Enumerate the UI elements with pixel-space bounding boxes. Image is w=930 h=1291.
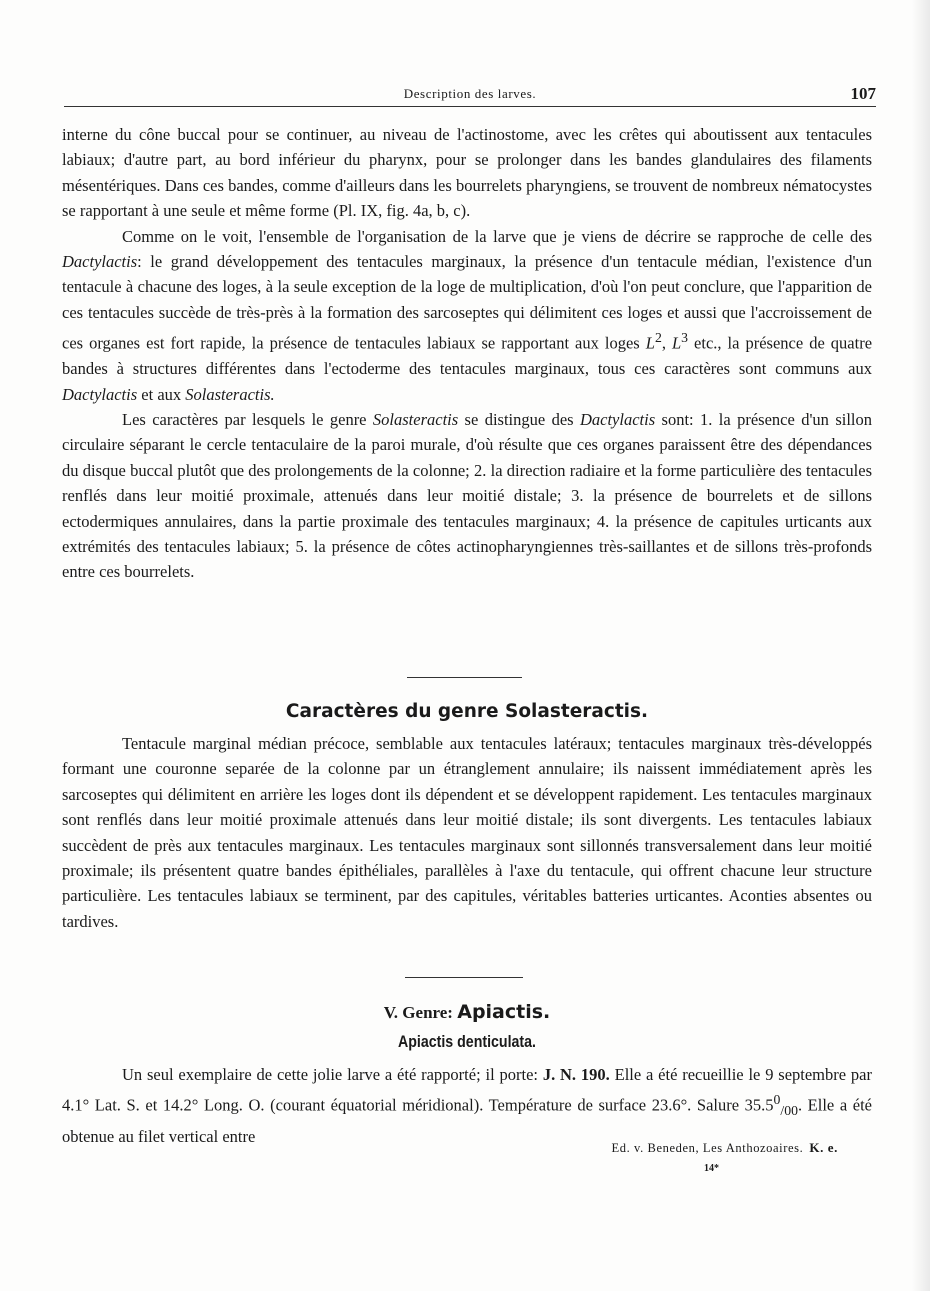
running-title: Description des larves. xyxy=(403,86,537,101)
text-run: . Elle a été obtenue au filet vertical entre xyxy=(62,1095,872,1146)
loge-superscript: 2 xyxy=(654,330,662,346)
text-run: et aux xyxy=(137,384,186,404)
salinity-superscript: 0 xyxy=(773,1092,781,1108)
signature-letters: K. e. xyxy=(809,1140,838,1155)
sheet-mark: 14* xyxy=(704,1163,719,1174)
loge-symbol: L xyxy=(645,333,655,353)
genus-prefix: V. Genre: xyxy=(383,1003,458,1022)
section-heading: Caractères du genre Solasteractis. xyxy=(285,701,649,722)
text-run: Elle a été recueillie le 9 septembre par 4.1° Lat. S. et 14.2° Long. O. (courant équatorial méridional). Température de surface 23.6°. Salure 35.5 xyxy=(62,1065,872,1115)
loge-symbol: L xyxy=(671,333,682,353)
paragraph-distinctions xyxy=(62,407,872,585)
loge-superscript: 3 xyxy=(681,330,689,346)
page-edge-shadow xyxy=(912,0,930,1291)
specimen-reference: J. N. 190. xyxy=(542,1065,610,1084)
paragraph-characters: Tentacule marginal médian précoce, semblable aux tentacules latéraux; tentacules marginaux très-développés formant une couronne separée de la colonne par un étranglement annulaire; ils naissent immédiatement après les sarcoseptes qui délimitent en arrière les loges dont ils dépendent et se développent rapidement. Les tentacules marginaux sont renflés dans leur moitié proximale attenués dans leur moitié distale; ils sont divergents. Les tentacules labiaux succèdent de près aux tentacules marginaux. Les tentacules marginaux sont sillonnés transversalement dans leur moitié proximale; ils présentent quatre bandes épithéliales, parallèles à l'axe du tentacule, qui offrent chacune leur structure particulière. Les tentacules labiaux se terminent, par des capitules, véritables batteries urticantes. Aconties absentes ou tardives. xyxy=(62,734,872,931)
salinity-subscript: /00 xyxy=(780,1103,798,1119)
text-run: Un seul exemplaire de cette jolie larve a été rapporté; il porte: xyxy=(122,1065,543,1084)
species-heading: Apiactis denticulata. xyxy=(397,1033,537,1051)
genus-name: Apiactis. xyxy=(457,1001,551,1023)
text-run: , xyxy=(661,333,672,353)
signature-text: Ed. v. Beneden, Les Anthozoaires. xyxy=(611,1141,804,1155)
genus-heading xyxy=(62,1001,872,1023)
genus-italic: Solasteractis xyxy=(372,409,459,429)
genus-italic: Dactylactis xyxy=(62,252,138,272)
paragraph-specimen xyxy=(62,1062,872,1149)
genus-italic: Solasteractis. xyxy=(185,384,275,404)
paragraph-comparison xyxy=(62,224,872,407)
section-divider xyxy=(407,677,522,678)
text-run: se distingue des xyxy=(458,409,580,429)
paragraph-continuation: interne du cône buccal pour se continuer, au niveau de l'actinostome, avec les crêtes qui aboutissent aux tentacules labiaux; d'autre part, au bord inférieur du pharynx, pour se prolonger dans les bandes glandulaires des filaments mésentériques. Dans ces bandes, comme d'ailleurs dans les bourrelets pharyngiens, se trouvent de nombreux nématocystes se rapportant à une seule et même forme (Pl. IX, fig. 4a, b, c). xyxy=(62,125,872,221)
body-text-genus xyxy=(62,1062,872,1149)
genus-italic: Dactylactis xyxy=(62,384,138,404)
text-run: Comme on le voit, l'ensemble de l'organisation de la larve que je viens de décrire se rapproche de celle des xyxy=(122,226,872,246)
running-header xyxy=(64,84,876,107)
body-text-top xyxy=(62,122,872,585)
text-run: Les caractères par lesquels le genre xyxy=(122,409,373,429)
text-run: sont: 1. la présence d'un sillon circulaire séparant le cercle tentaculaire de la paroi murale, d'où résulte que ces organes paraissent être des dépendances du disque buccal plutôt que des prolongements de la colonne; 2. la direction radiaire et la forme particulière des tentacules renflés dans leur moitié proximale, attenués dans leur moitié distale; 3. la présence de bourrelets et de sillons ectodermiques annulaires, dans la partie proximale des tentacules marginaux; 4. la présence de capitules urticants aux extrémités des tentacules labiaux; 5. la présence de côtes actinopharyngiennes très-saillantes et de sillons très-profonds entre ces bourrelets. xyxy=(62,409,872,582)
signature-line xyxy=(612,1140,839,1156)
section-divider xyxy=(405,977,523,978)
text-run: etc., la présence de quatre bandes à structures différentes dans l'ectoderme des tentacules marginaux, tous ces caractères sont communs aux xyxy=(62,333,873,379)
genus-italic: Dactylactis xyxy=(579,409,656,429)
body-text-characters xyxy=(62,731,872,934)
text-run: : le grand développement des tentacules marginaux, la présence d'un tentacule médian, l'existence d'un tentacule à chacune des loges, à la seule exception de la loge de multiplication, d'où l'on peut conclure, que l'apparition de ces tentacules succède de très-près à la formation des sarcoseptes qui délimitent ces loges et aussi que l'accroissement de ces organes est fort rapide, la présence de tentacules labiaux se rapportant aux loges xyxy=(62,252,872,353)
page-number: 107 xyxy=(850,84,876,103)
